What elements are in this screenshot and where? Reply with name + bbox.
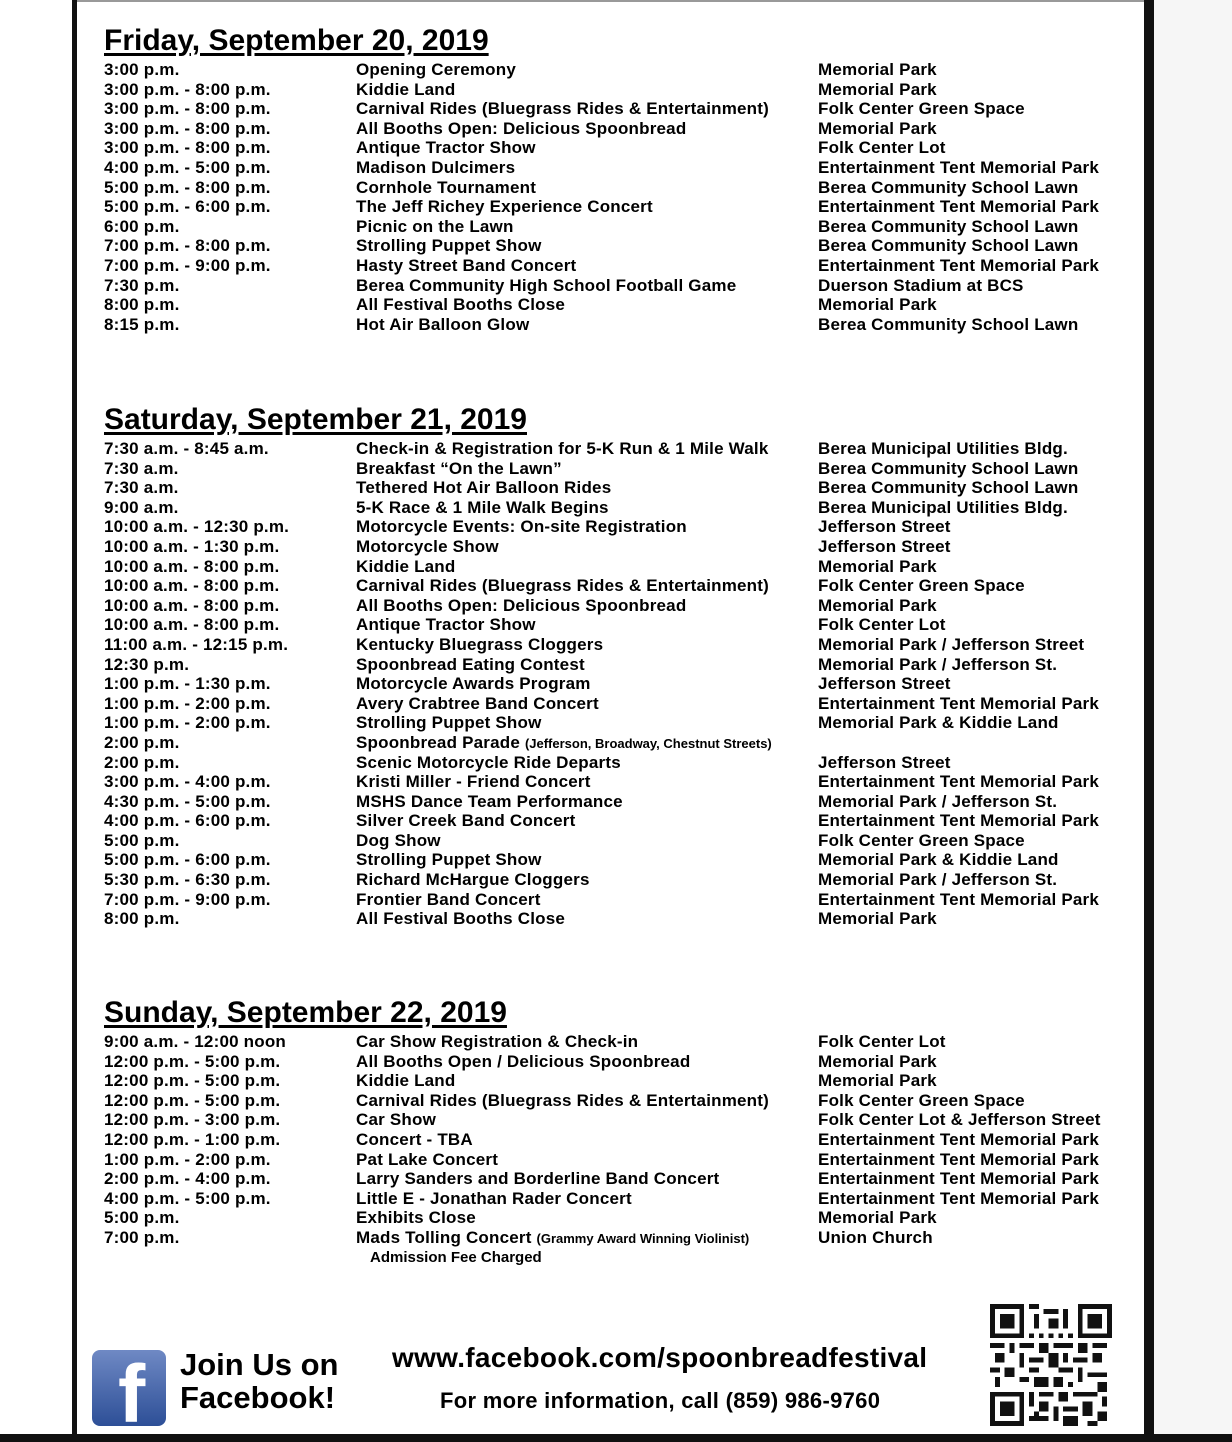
event-time: 9:00 a.m. — [104, 497, 179, 517]
event-location: Memorial Park — [818, 556, 937, 576]
event-name: Strolling Puppet Show — [356, 236, 542, 256]
event-name: Scenic Motorcycle Ride Departs — [356, 752, 621, 772]
event-location: Entertainment Tent Memorial Park — [818, 1149, 1099, 1169]
event-name: All Booths Open / Delicious Spoonbread — [356, 1051, 691, 1071]
event-name-cell — [356, 772, 591, 792]
event-name-cell — [356, 119, 686, 139]
event-name-cell — [356, 517, 687, 537]
schedule-row — [104, 615, 1134, 635]
event-location: Memorial Park — [818, 909, 937, 929]
event-name-cell — [356, 694, 599, 714]
event-location: Memorial Park — [818, 1071, 937, 1091]
sunday-section — [104, 996, 1134, 1267]
event-name: Antique Tractor Show — [356, 615, 536, 635]
event-name-cell — [356, 60, 516, 80]
event-location: Entertainment Tent Memorial Park — [818, 1188, 1099, 1208]
event-location: Jefferson Street — [818, 752, 951, 772]
event-time: 3:00 p.m. - 8:00 p.m. — [104, 118, 271, 138]
friday-schedule — [104, 60, 1134, 334]
event-name: Car Show — [356, 1110, 437, 1130]
saturday-title: Saturday, September 21, 2019 — [104, 403, 527, 436]
event-location: Entertainment Tent Memorial Park — [818, 772, 1099, 792]
event-time: 10:00 a.m. - 8:00 p.m. — [104, 576, 280, 596]
event-time: 12:00 p.m. - 5:00 p.m. — [104, 1090, 281, 1110]
event-location: Entertainment Tent Memorial Park — [818, 197, 1099, 217]
event-name-cell — [356, 850, 542, 870]
join-line-2: Facebook! — [180, 1380, 336, 1415]
event-name-cell — [356, 1189, 632, 1209]
schedule-row — [104, 831, 1134, 851]
event-name-cell — [356, 615, 536, 635]
schedule-row — [104, 60, 1134, 80]
event-time: 1:00 p.m. - 1:30 p.m. — [104, 674, 271, 694]
event-name: 5-K Race & 1 Mile Walk Begins — [356, 497, 609, 517]
event-time: 10:00 a.m. - 12:30 p.m. — [104, 517, 290, 537]
event-name: Carnival Rides (Bluegrass Rides & Entertainment) — [356, 99, 769, 119]
event-name-cell — [356, 1208, 476, 1228]
event-time: 10:00 a.m. - 8:00 p.m. — [104, 556, 280, 576]
event-location: Entertainment Tent Memorial Park — [818, 157, 1099, 177]
event-name-cell — [356, 713, 542, 733]
qr-code-icon[interactable] — [990, 1304, 1112, 1426]
event-name-cell — [356, 655, 585, 675]
event-name: Tethered Hot Air Balloon Rides — [356, 478, 612, 498]
schedule-row — [104, 178, 1134, 198]
event-location: Folk Center Lot — [818, 138, 946, 158]
event-location: Berea Community School Lawn — [818, 216, 1079, 236]
event-name: All Festival Booths Close — [356, 295, 566, 315]
event-name-cell — [356, 1052, 690, 1072]
event-location: Berea Community School Lawn — [818, 314, 1079, 334]
event-time: 10:00 a.m. - 8:00 p.m. — [104, 595, 280, 615]
event-location: Berea Municipal Utilities Bldg. — [818, 497, 1068, 517]
event-name-cell — [356, 811, 575, 831]
event-name: Silver Creek Band Concert — [356, 811, 576, 831]
event-time: 6:00 p.m. — [104, 216, 180, 236]
event-time: 7:00 p.m. - 9:00 p.m. — [104, 255, 271, 275]
event-name: Kiddie Land — [356, 1071, 456, 1091]
event-name: Spoonbread Eating Contest — [356, 654, 585, 674]
schedule-row — [104, 236, 1134, 256]
event-location: Berea Community School Lawn — [818, 478, 1079, 498]
event-name: Cornhole Tournament — [356, 177, 537, 197]
event-name-cell — [356, 890, 541, 910]
event-name-cell — [356, 80, 455, 100]
event-name: Concert - TBA — [356, 1129, 473, 1149]
event-location: Memorial Park & Kiddie Land — [818, 713, 1059, 733]
event-location: Jefferson Street — [818, 517, 951, 537]
event-note: (Grammy Award Winning Violinist) — [536, 1230, 750, 1246]
schedule-row — [104, 295, 1134, 315]
page-border-left — [72, 0, 77, 1442]
event-name: Breakfast “On the Lawn” — [356, 458, 562, 478]
event-time: 10:00 a.m. - 8:00 p.m. — [104, 615, 280, 635]
info-phone-line: For more information, call (859) 986-9760 — [440, 1388, 881, 1413]
event-name-cell — [356, 753, 621, 773]
schedule-row — [104, 439, 1134, 459]
event-name: Larry Sanders and Borderline Band Concert — [356, 1169, 720, 1189]
schedule-row — [104, 537, 1134, 557]
event-time: 3:00 p.m. - 8:00 p.m. — [104, 99, 271, 119]
event-name-cell — [356, 1150, 498, 1170]
event-location: Union Church — [818, 1227, 933, 1247]
event-time: 2:00 p.m. — [104, 752, 180, 772]
schedule-row — [104, 1189, 1134, 1209]
event-location: Entertainment Tent Memorial Park — [818, 1129, 1099, 1149]
event-location: Folk Center Green Space — [818, 99, 1025, 119]
event-location: Memorial Park / Jefferson Street — [818, 634, 1085, 654]
event-time: 12:00 p.m. - 5:00 p.m. — [104, 1071, 281, 1091]
event-time: 7:00 p.m. - 9:00 p.m. — [104, 889, 271, 909]
event-location: Folk Center Green Space — [818, 830, 1025, 850]
schedule-row — [104, 1228, 1134, 1248]
schedule-row — [104, 870, 1134, 890]
event-time: 8:00 p.m. — [104, 295, 180, 315]
event-name-cell — [356, 178, 536, 198]
event-name-cell — [356, 459, 562, 479]
facebook-icon[interactable]: f — [92, 1350, 166, 1426]
event-name: Car Show Registration & Check-in — [356, 1032, 639, 1051]
event-location: Folk Center Lot — [818, 1032, 946, 1051]
admission-note: Admission Fee Charged — [370, 1248, 542, 1266]
schedule-row — [104, 478, 1134, 498]
event-name-cell — [356, 596, 686, 616]
event-name-cell — [356, 99, 769, 119]
page-border-right — [1144, 0, 1154, 1442]
event-time: 12:00 p.m. - 5:00 p.m. — [104, 1051, 281, 1071]
event-time: 7:30 a.m. - 8:45 a.m. — [104, 439, 269, 458]
event-time: 5:00 p.m. - 8:00 p.m. — [104, 177, 271, 197]
event-name: Strolling Puppet Show — [356, 713, 542, 733]
event-time: 8:00 p.m. — [104, 909, 180, 929]
schedule-row — [104, 1110, 1134, 1130]
event-name-cell — [356, 909, 565, 929]
event-location: Memorial Park — [818, 60, 937, 79]
event-time: 4:00 p.m. - 5:00 p.m. — [104, 157, 271, 177]
event-location: Entertainment Tent Memorial Park — [818, 693, 1099, 713]
event-time: 4:30 p.m. - 5:00 p.m. — [104, 791, 271, 811]
event-time: 12:00 p.m. - 3:00 p.m. — [104, 1110, 281, 1130]
schedule-row — [104, 256, 1134, 276]
event-time: 7:30 a.m. — [104, 478, 179, 498]
event-time: 3:00 p.m. - 8:00 p.m. — [104, 138, 271, 158]
event-time: 12:00 p.m. - 1:00 p.m. — [104, 1129, 281, 1149]
event-location: Entertainment Tent Memorial Park — [818, 889, 1099, 909]
event-time: 5:00 p.m. — [104, 830, 180, 850]
event-name: Kiddie Land — [356, 79, 456, 99]
event-time: 7:00 p.m. - 8:00 p.m. — [104, 236, 271, 256]
event-name-cell — [356, 295, 565, 315]
schedule-row — [104, 576, 1134, 596]
event-location: Jefferson Street — [818, 536, 951, 556]
schedule-row — [104, 674, 1134, 694]
event-name: Motorcycle Events: On-site Registration — [356, 517, 687, 537]
schedule-row — [104, 197, 1134, 217]
sunday-title: Sunday, September 22, 2019 — [104, 996, 507, 1029]
schedule-row — [104, 772, 1134, 792]
event-name: Exhibits Close — [356, 1208, 476, 1228]
saturday-section — [104, 403, 1134, 929]
schedule-row — [104, 1130, 1134, 1150]
event-name-cell — [356, 138, 536, 158]
event-location: Folk Center Green Space — [818, 576, 1025, 596]
admission-note-row — [104, 1248, 1134, 1267]
schedule-row — [104, 517, 1134, 537]
event-time: 2:00 p.m. - 4:00 p.m. — [104, 1169, 271, 1189]
schedule-row — [104, 557, 1134, 577]
schedule-row — [104, 459, 1134, 479]
event-location: Berea Community School Lawn — [818, 458, 1079, 478]
event-location: Entertainment Tent Memorial Park — [818, 255, 1099, 275]
event-name-cell — [356, 557, 455, 577]
event-location: Memorial Park — [818, 118, 937, 138]
event-name: Avery Crabtree Band Concert — [356, 693, 599, 713]
event-name-cell — [356, 1169, 719, 1189]
event-name-cell — [356, 197, 653, 217]
facebook-url-link[interactable]: www.facebook.com/spoonbreadfestival — [392, 1342, 928, 1373]
event-name-cell — [356, 217, 514, 237]
event-name-cell — [356, 498, 609, 518]
event-name: Dog Show — [356, 830, 441, 850]
schedule-row — [104, 1150, 1134, 1170]
event-location: Memorial Park / Jefferson St. — [818, 791, 1058, 811]
join-facebook-text[interactable] — [180, 1348, 338, 1414]
event-location: Memorial Park — [818, 595, 937, 615]
friday-section — [104, 24, 1134, 334]
event-time: 5:00 p.m. - 6:00 p.m. — [104, 850, 271, 870]
event-name: Strolling Puppet Show — [356, 850, 542, 870]
schedule-row — [104, 1071, 1134, 1091]
event-name-cell — [356, 1130, 473, 1150]
page-gutter — [1154, 0, 1232, 1442]
event-name: Picnic on the Lawn — [356, 216, 514, 236]
event-name: All Booths Open: Delicious Spoonbread — [356, 118, 687, 138]
top-edge — [77, 0, 1144, 2]
event-location: Berea Community School Lawn — [818, 236, 1079, 256]
schedule-row — [104, 635, 1134, 655]
event-time: 4:00 p.m. - 6:00 p.m. — [104, 811, 271, 831]
event-name: Pat Lake Concert — [356, 1149, 499, 1169]
event-name-cell — [356, 870, 590, 890]
event-location: Berea Community School Lawn — [818, 177, 1079, 197]
event-name: Carnival Rides (Bluegrass Rides & Entertainment) — [356, 1090, 769, 1110]
event-location: Memorial Park — [818, 1208, 937, 1228]
event-name-cell — [356, 1071, 455, 1091]
schedule-row — [104, 217, 1134, 237]
event-name-cell — [356, 674, 591, 694]
join-line-1: Join Us on — [180, 1347, 339, 1382]
event-name-cell — [356, 733, 772, 754]
event-name: Kiddie Land — [356, 556, 456, 576]
event-name: MSHS Dance Team Performance — [356, 791, 623, 811]
schedule-row — [104, 733, 1134, 753]
event-location: Jefferson Street — [818, 674, 951, 694]
event-time: 7:30 a.m. — [104, 458, 179, 478]
event-name-cell — [356, 537, 499, 557]
event-time: 5:30 p.m. - 6:30 p.m. — [104, 870, 271, 890]
event-name: Kentucky Bluegrass Cloggers — [356, 634, 604, 654]
event-location: Entertainment Tent Memorial Park — [818, 811, 1099, 831]
schedule-row — [104, 80, 1134, 100]
event-name: All Booths Open: Delicious Spoonbread — [356, 595, 687, 615]
schedule-row — [104, 792, 1134, 812]
event-time: 3:00 p.m. - 4:00 p.m. — [104, 772, 271, 792]
event-name-cell — [356, 635, 603, 655]
event-time: 2:00 p.m. — [104, 732, 180, 752]
friday-title: Friday, September 20, 2019 — [104, 24, 489, 57]
event-time: 1:00 p.m. - 2:00 p.m. — [104, 713, 271, 733]
event-name: Madison Dulcimers — [356, 157, 516, 177]
schedule-row — [104, 276, 1134, 296]
event-time: 3:00 p.m. — [104, 60, 180, 79]
schedule-row — [104, 1032, 1134, 1052]
event-name-cell — [356, 478, 611, 498]
event-time: 11:00 a.m. - 12:15 p.m. — [104, 634, 289, 654]
schedule-row — [104, 99, 1134, 119]
schedule-row — [104, 713, 1134, 733]
event-name: Mads Tolling Concert — [356, 1227, 532, 1247]
event-name: Berea Community High School Football Game — [356, 275, 737, 295]
event-time: 1:00 p.m. - 2:00 p.m. — [104, 1149, 271, 1169]
event-name-cell — [356, 315, 529, 335]
event-name-cell — [356, 576, 769, 596]
event-name-cell — [356, 256, 576, 276]
schedule-row — [104, 1052, 1134, 1072]
schedule-row — [104, 1169, 1134, 1189]
event-location: Duerson Stadium at BCS — [818, 275, 1024, 295]
schedule-row — [104, 138, 1134, 158]
event-name-cell — [356, 792, 623, 812]
event-name-cell — [356, 1110, 436, 1130]
event-location: Memorial Park — [818, 1051, 937, 1071]
schedule-row — [104, 596, 1134, 616]
schedule-row — [104, 1208, 1134, 1228]
event-name: The Jeff Richey Experience Concert — [356, 197, 653, 217]
event-location: Memorial Park — [818, 295, 937, 315]
event-name: Opening Ceremony — [356, 60, 517, 79]
event-name: Richard McHargue Cloggers — [356, 870, 590, 890]
schedule-row — [104, 315, 1134, 335]
event-time: 3:00 p.m. - 8:00 p.m. — [104, 79, 271, 99]
event-time: 7:00 p.m. — [104, 1227, 180, 1247]
event-time: 12:30 p.m. — [104, 654, 190, 674]
event-name-cell — [356, 1091, 769, 1111]
page-border-bottom — [0, 1434, 1232, 1442]
event-location: Folk Center Green Space — [818, 1090, 1025, 1110]
event-name: Frontier Band Concert — [356, 889, 541, 909]
event-name: Spoonbread Parade — [356, 732, 520, 752]
event-name: Hot Air Balloon Glow — [356, 314, 530, 334]
event-name-cell — [356, 158, 515, 178]
event-name-cell — [356, 831, 441, 851]
event-name: Motorcycle Show — [356, 536, 499, 556]
event-name-cell — [356, 1228, 749, 1249]
event-location: Memorial Park / Jefferson St. — [818, 870, 1058, 890]
event-name: Hasty Street Band Concert — [356, 255, 577, 275]
event-time: 9:00 a.m. - 12:00 noon — [104, 1032, 287, 1051]
sunday-schedule — [104, 1032, 1134, 1248]
event-name-cell — [356, 276, 736, 296]
event-time: 5:00 p.m. - 6:00 p.m. — [104, 197, 271, 217]
event-location: Berea Municipal Utilities Bldg. — [818, 439, 1068, 458]
event-name: Check-in & Registration for 5-K Run & 1 Mile Walk — [356, 439, 769, 458]
schedule-row — [104, 850, 1134, 870]
event-time: 10:00 a.m. - 1:30 p.m. — [104, 536, 280, 556]
event-location: Memorial Park / Jefferson St. — [818, 654, 1058, 674]
event-note: (Jefferson, Broadway, Chestnut Streets) — [524, 735, 772, 751]
event-time: 5:00 p.m. — [104, 1208, 180, 1228]
event-name: Kristi Miller - Friend Concert — [356, 772, 591, 792]
event-time: 4:00 p.m. - 5:00 p.m. — [104, 1188, 271, 1208]
event-name-cell — [356, 1032, 638, 1052]
schedule-row — [104, 158, 1134, 178]
schedule-row — [104, 119, 1134, 139]
saturday-schedule — [104, 439, 1134, 929]
schedule-row — [104, 1091, 1134, 1111]
event-time: 8:15 p.m. — [104, 314, 180, 334]
event-time: 7:30 p.m. — [104, 275, 180, 295]
schedule-row — [104, 890, 1134, 910]
schedule-row — [104, 753, 1134, 773]
event-name-cell — [356, 439, 769, 459]
event-location: Memorial Park & Kiddie Land — [818, 850, 1059, 870]
event-name-cell — [356, 236, 542, 256]
event-location: Memorial Park — [818, 79, 937, 99]
schedule-row — [104, 498, 1134, 518]
event-time: 1:00 p.m. - 2:00 p.m. — [104, 693, 271, 713]
event-name: Little E - Jonathan Rader Concert — [356, 1188, 632, 1208]
event-name: Motorcycle Awards Program — [356, 674, 591, 694]
event-name: All Festival Booths Close — [356, 909, 566, 929]
event-name: Carnival Rides (Bluegrass Rides & Entertainment) — [356, 576, 769, 596]
event-location: Folk Center Lot — [818, 615, 946, 635]
schedule-row — [104, 655, 1134, 675]
schedule-row — [104, 694, 1134, 714]
schedule-row — [104, 811, 1134, 831]
event-name: Antique Tractor Show — [356, 138, 536, 158]
schedule-row — [104, 909, 1134, 929]
event-location: Entertainment Tent Memorial Park — [818, 1169, 1099, 1189]
event-location: Folk Center Lot & Jefferson Street — [818, 1110, 1101, 1130]
